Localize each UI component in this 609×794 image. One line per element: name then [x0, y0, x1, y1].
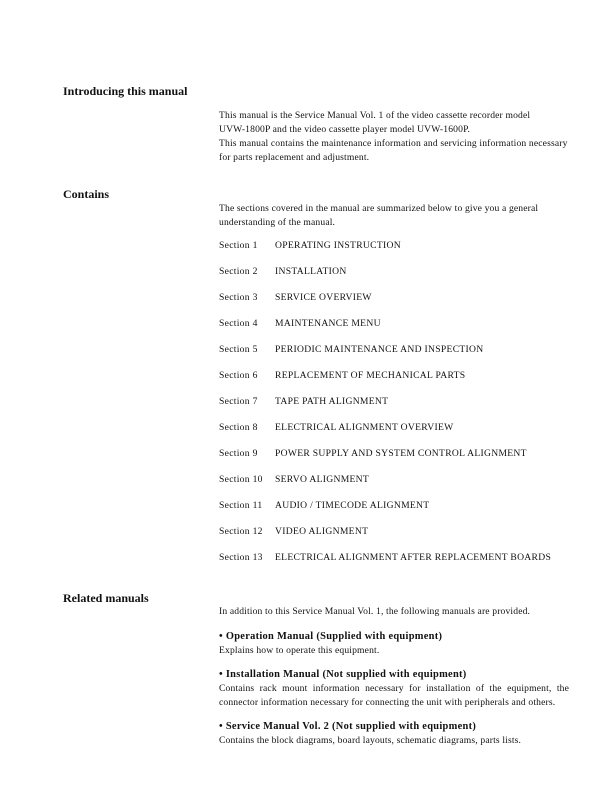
section-row	[219, 526, 368, 537]
related-manual-installation	[219, 668, 569, 710]
section-number: Section 1	[219, 240, 258, 251]
section-title: REPLACEMENT OF MECHANICAL PARTS	[275, 370, 466, 381]
section-title: POWER SUPPLY AND SYSTEM CONTROL ALIGNMENT	[275, 448, 527, 459]
related-intro	[219, 605, 569, 619]
section-number: Section 3	[219, 292, 258, 303]
related-heading: Related manuals	[63, 591, 149, 605]
intro-para1-line2: UVW-1800P and the video cassette player model UVW-1600P.	[219, 124, 471, 135]
manual-description: Contains rack mount information necessary for installation of the equipment, the connector information necessary for connecting the unit with peripherals and others.	[219, 683, 569, 708]
section-number: Section 7	[219, 396, 258, 407]
manual-title: • Service Manual Vol. 2 (Not supplied with equipment)	[219, 721, 477, 732]
section-title: VIDEO ALIGNMENT	[275, 526, 369, 537]
section-number: Section 9	[219, 448, 258, 459]
section-title: PERIODIC MAINTENANCE AND INSPECTION	[275, 344, 484, 355]
section-row	[219, 552, 551, 563]
contains-intro-line2: understanding of the manual.	[219, 217, 336, 228]
section-row	[219, 266, 347, 277]
manual-description: Contains the block diagrams, board layouts, schematic diagrams, parts lists.	[219, 735, 522, 746]
contains-intro-line1: The sections covered in the manual are summarized below to give you a general	[219, 203, 539, 214]
section-number: Section 4	[219, 318, 258, 329]
contains-intro	[219, 202, 569, 230]
section-number: Section 8	[219, 422, 258, 433]
section-row	[219, 370, 465, 381]
intro-heading: Introducing this manual	[63, 84, 188, 98]
section-title: ELECTRICAL ALIGNMENT OVERVIEW	[275, 422, 454, 433]
section-title: MAINTENANCE MENU	[275, 318, 381, 329]
section-number: Section 6	[219, 370, 258, 381]
manual-description: Explains how to operate this equipment.	[219, 645, 380, 656]
section-row	[219, 422, 453, 433]
related-manual-operation	[219, 630, 569, 658]
section-row	[219, 474, 369, 485]
intro-para2-line2: for parts replacement and adjustment.	[219, 152, 370, 163]
section-number: Section 10	[219, 474, 263, 485]
related-intro-text: In addition to this Service Manual Vol. 1, the following manuals are provided.	[219, 606, 531, 617]
section-number: Section 2	[219, 266, 258, 277]
intro-para1-line1: This manual is the Service Manual Vol. 1 of the video cassette recorder model	[219, 110, 531, 121]
section-number: Section 13	[219, 552, 263, 563]
section-row	[219, 396, 388, 407]
section-title: INSTALLATION	[275, 266, 347, 277]
section-row	[219, 318, 381, 329]
section-title: ELECTRICAL ALIGNMENT AFTER REPLACEMENT BOARDS	[275, 552, 552, 563]
section-row	[219, 292, 372, 303]
manual-title: • Installation Manual (Not supplied with equipment)	[219, 669, 467, 680]
intro-para2-line1: This manual contains the maintenance information and servicing information necessary	[219, 138, 568, 149]
section-row	[219, 344, 484, 355]
section-title: SERVO ALIGNMENT	[275, 474, 370, 485]
intro-body	[219, 109, 569, 165]
section-title: SERVICE OVERVIEW	[275, 292, 372, 303]
section-title: TAPE PATH ALIGNMENT	[275, 396, 389, 407]
section-number: Section 5	[219, 344, 258, 355]
section-row	[219, 500, 429, 511]
manual-title: • Operation Manual (Supplied with equipment)	[219, 631, 443, 642]
section-title: AUDIO / TIMECODE ALIGNMENT	[275, 500, 430, 511]
related-manual-service-vol2	[219, 720, 569, 748]
section-number: Section 11	[219, 500, 263, 511]
section-row	[219, 448, 527, 459]
section-title: OPERATING INSTRUCTION	[275, 240, 401, 251]
contains-heading: Contains	[63, 187, 110, 201]
section-number: Section 12	[219, 526, 263, 537]
section-row	[219, 240, 401, 251]
